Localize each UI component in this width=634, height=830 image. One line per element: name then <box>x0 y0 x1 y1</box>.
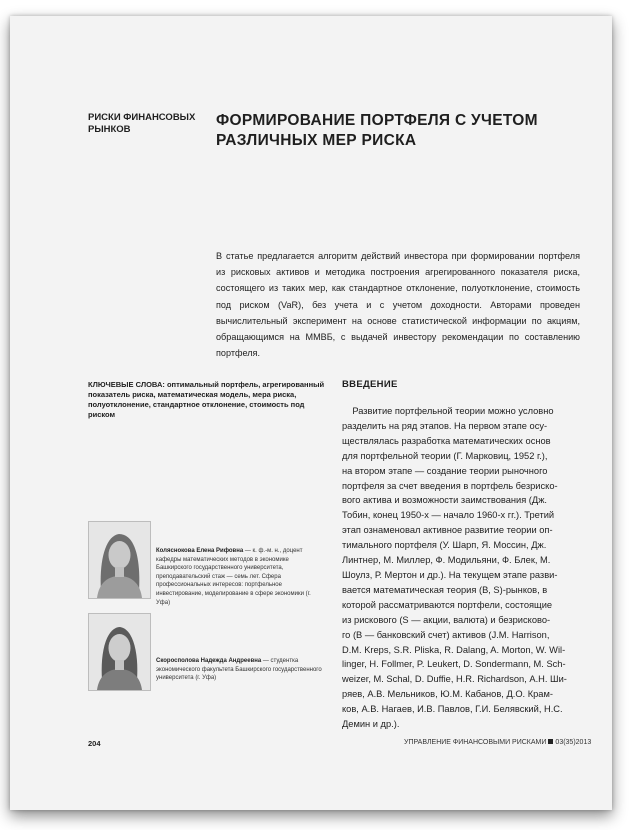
journal-name: УПРАВЛЕНИЕ ФИНАНСОВЫМИ РИСКАМИ <box>404 739 547 746</box>
intro-line: Демин и др.). <box>342 719 400 730</box>
author-photo <box>88 521 151 599</box>
intro-line: D.M. Kreps, S.R. Pliska, R. Dalang, A. Morton, W. Wil- <box>342 644 566 655</box>
intro-line: этап ознаменовал активное развитие теории оп- <box>342 525 553 536</box>
intro-line: Тобин, конец 1950-х — начало 1960-х гг.). Третий <box>342 510 555 521</box>
author-name: Коляснокова Елена Рифовна <box>156 548 244 554</box>
journal-page <box>10 16 612 810</box>
page-number: 204 <box>88 739 101 748</box>
intro-line: которой рассматриваются портфели, состоящие <box>342 599 553 610</box>
journal-issue: 03(35)2013 <box>555 739 592 746</box>
intro-line: из рискового (S — акции, валюта) и безрисково- <box>342 614 551 625</box>
author-description: — студентка экономического факультета Башкирского государственного университета (г. Уфа) <box>156 658 322 682</box>
intro-line: вого актива и возможности заимствования (Дж. <box>342 495 548 506</box>
intro-line: Линтнер, М. Миллер, Ф. Модильяни, Ф. Блек, М. <box>342 555 551 566</box>
keywords: КЛЮЧЕВЫЕ СЛОВА: оптимальный портфель, агрегированный показатель риска, математическая модель, мера риска, полуотклонение, стандартное отклонение, стоимость под риском <box>88 380 325 419</box>
intro-line: ков, А.В. Нагаев, И.В. Павлов, Г.И. Белявский, Н.С. <box>342 704 563 715</box>
intro-line: портфеля за счет введения в портфель безриско- <box>342 480 558 491</box>
intro-line: ряев, А.В. Мельников, Ю.М. Кабанов, Д.О. Крам- <box>342 689 553 700</box>
intro-line: для портфельной теории (Г. Марковиц, 1952 г.), <box>342 450 548 461</box>
abstract <box>216 248 580 361</box>
journal-footer <box>404 739 591 746</box>
author-bio <box>156 657 324 683</box>
article-title: ФОРМИРОВАНИЕ ПОРТФЕЛЯ С УЧЕТОМ РАЗЛИЧНЫХ МЕР РИСКА <box>216 112 538 149</box>
intro-line: weizer, M. Schal, D. Duffie, H.R. Richardson, А.Н. Ши- <box>342 674 567 685</box>
abstract-text: В статье предлагается алгоритм действий инвестора при формировании портфеля из рисковых активов и методика построения агрегированного показателя риска, состоящего из таких мер, как стандартное отклонение, полуотклонение, стоимость под риском (VaR), без учета и с учетом доходности. Авторами проведен вычислительный эксперимент на основе статистической информации по акциям, обращающимся на ММВБ, с выдачей инвестору рекомендации по составлению портфеля. <box>216 251 580 359</box>
author-bio <box>156 547 324 607</box>
portrait-icon <box>89 614 150 690</box>
intro-heading: ВВЕДЕНИЕ <box>342 379 398 390</box>
intro-line: вается математическая теория (B, S)-рынков, в <box>342 584 548 595</box>
author-name: Скоросполова Надежда Андреевна <box>156 658 262 664</box>
intro-line: разделить на ряд этапов. На первом этапе осу- <box>342 420 548 431</box>
author-photo <box>88 613 151 691</box>
intro-line: тимального портфеля (У. Шарп, Я. Моссин, Дж. <box>342 540 547 551</box>
author-description: — к. ф.-м. н., доцент кафедры математических методов в экономике Башкирского государственного университета, преподавательский стаж — семь лет. Сфера профессиональных интересов: портфельное инвестирование, моделирование в сфере экономики (г. Уфа) <box>156 548 311 606</box>
intro-line: ществлялась разработка математических основ <box>342 435 551 446</box>
intro-line: на втором этапе — создание теории рыночного <box>342 465 548 476</box>
intro-line: Развитие портфельной теории можно условно <box>342 406 554 416</box>
intro-body <box>342 404 578 732</box>
square-bullet-icon <box>548 739 553 744</box>
section-label: РИСКИ ФИНАНСОВЫХ РЫНКОВ <box>88 112 196 135</box>
intro-line: Шоулз, Р. Мертон и др.). На текущем этапе разви- <box>342 569 558 580</box>
portrait-icon <box>89 522 150 598</box>
intro-line: го (B — банковский счет) активов (J.M. Harrison, <box>342 629 550 640</box>
intro-line: linger, H. Follmer, P. Leukert, D. Sondermann, M. Sch- <box>342 659 566 670</box>
